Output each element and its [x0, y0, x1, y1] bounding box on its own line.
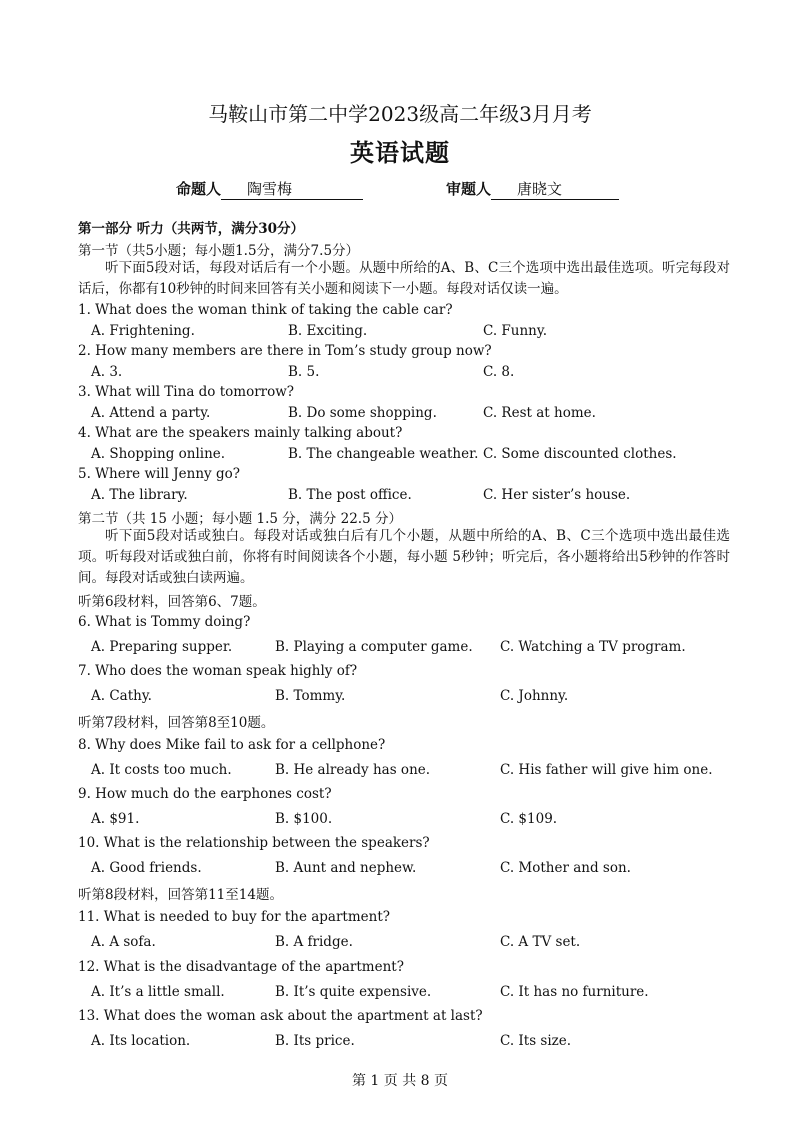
q3-option-b: B. Do some shopping. [288, 405, 437, 421]
q13-option-a: A. Its location. [91, 1033, 191, 1049]
section2-heading: 第二节（共 15 小题；每小题 1.5 分，满分 22.5 分） [78, 511, 402, 527]
q13-option-c: C. Its size. [500, 1033, 572, 1049]
q6-option-a: A. Preparing supper. [91, 639, 233, 655]
question-6: 6. What is Tommy doing? [78, 614, 251, 630]
q12-option-b: B. It’s quite expensive. [275, 984, 432, 1000]
question-1: 1. What does the woman think of taking the cable car? [78, 302, 453, 318]
q4-option-a: A. Shopping online. [91, 446, 226, 462]
q9-option-b: B. $100. [275, 811, 333, 827]
q1-option-b: B. Exciting. [288, 323, 368, 339]
q10-option-a: A. Good friends. [91, 860, 202, 876]
q1-option-a: A. Frightening. [91, 323, 195, 339]
question-10: 10. What is the relationship between the speakers? [78, 835, 430, 851]
reviewer-name: 唐晓文 [491, 178, 619, 200]
q4-option-b: B. The changeable weather. [288, 446, 479, 462]
q3-option-c: C. Rest at home. [483, 405, 596, 421]
q8-option-a: A. It costs too much. [91, 762, 232, 778]
question-9: 9. How much do the earphones cost? [78, 786, 332, 802]
q10-option-c: C. Mother and son. [500, 860, 631, 876]
question-13: 13. What does the woman ask about the apartment at last? [78, 1008, 483, 1024]
section2-instruction: 听下面5段对话或独白。每段对话或独白后有几个小题，从题中所给的A、B、C三个选项中选出最佳选项。听每段对话或独白前，你将有时间阅读各个小题，每小题 5秒钟；听完后，各小题将给出5秒钟的作答时间。每段对话或独白读两遍。 [78, 528, 730, 586]
q9-option-c: C. $109. [500, 811, 558, 827]
exam-title: 马鞍山市第二中学2023级高二年级3月月考 [208, 102, 592, 126]
question-12: 12. What is the disadvantage of the apartment? [78, 959, 404, 975]
q11-option-c: C. A TV set. [500, 934, 581, 950]
question-4: 4. What are the speakers mainly talking about? [78, 425, 403, 441]
q12-option-a: A. It’s a little small. [91, 984, 225, 1000]
q11-option-a: A. A sofa. [91, 934, 156, 950]
q7-option-a: A. Cathy. [91, 688, 152, 704]
question-3: 3. What will Tina do tomorrow? [78, 384, 295, 400]
question-11: 11. What is needed to buy for the apartment? [78, 909, 391, 925]
question-7: 7. Who does the woman speak highly of? [78, 663, 358, 679]
q10-option-b: B. Aunt and nephew. [275, 860, 417, 876]
material-7-note: 听第7段材料，回答第8至10题。 [78, 715, 275, 731]
question-2: 2. How many members are there in Tom’s study group now? [78, 343, 492, 359]
q4-option-c: C. Some discounted clothes. [483, 446, 677, 462]
q7-option-b: B. Tommy. [275, 688, 346, 704]
page-number: 第 1 页 共 8 页 [351, 1073, 449, 1089]
q6-option-b: B. Playing a computer game. [275, 639, 473, 655]
part1-heading: 第一部分 听力（共两节，满分30分） [78, 221, 304, 237]
q7-option-c: C. Johnny. [500, 688, 569, 704]
q12-option-c: C. It has no furniture. [500, 984, 649, 1000]
setter-line [176, 178, 363, 200]
setter-name: 陶雪梅 [221, 178, 363, 200]
material-6-note: 听第6段材料，回答第6、7题。 [78, 594, 266, 610]
section1-heading: 第一节（共5小题；每小题1.5分，满分7.5分） [78, 243, 360, 259]
q5-option-b: B. The post office. [288, 487, 412, 503]
q8-option-c: C. His father will give him one. [500, 762, 713, 778]
q5-option-a: A. The library. [91, 487, 188, 503]
material-8-note: 听第8段材料，回答第11至14题。 [78, 887, 283, 903]
q5-option-c: C. Her sister’s house. [483, 487, 631, 503]
q2-option-c: C. 8. [483, 364, 515, 380]
q2-option-a: A. 3. [91, 364, 123, 380]
q1-option-c: C. Funny. [483, 323, 548, 339]
reviewer-label: 审题人 [446, 180, 492, 198]
reviewer-line [446, 178, 619, 200]
q3-option-a: A. Attend a party. [91, 405, 211, 421]
q2-option-b: B. 5. [288, 364, 320, 380]
question-8: 8. Why does Mike fail to ask for a cellphone? [78, 737, 386, 753]
q6-option-c: C. Watching a TV program. [500, 639, 686, 655]
section1-instruction: 听下面5段对话，每段对话后有一个小题。从题中所给的A、B、C三个选项中选出最佳选项。听完每段对话后，你都有10秒钟的时间来回答有关小题和阅读下一小题。每段对话仅读一遍。 [78, 260, 730, 297]
q8-option-b: B. He already has one. [275, 762, 431, 778]
setter-label: 命题人 [176, 180, 222, 198]
q13-option-b: B. Its price. [275, 1033, 355, 1049]
q9-option-a: A. $91. [91, 811, 140, 827]
q11-option-b: B. A fridge. [275, 934, 353, 950]
question-5: 5. Where will Jenny go? [78, 466, 240, 482]
exam-subtitle: 英语试题 [350, 138, 450, 167]
